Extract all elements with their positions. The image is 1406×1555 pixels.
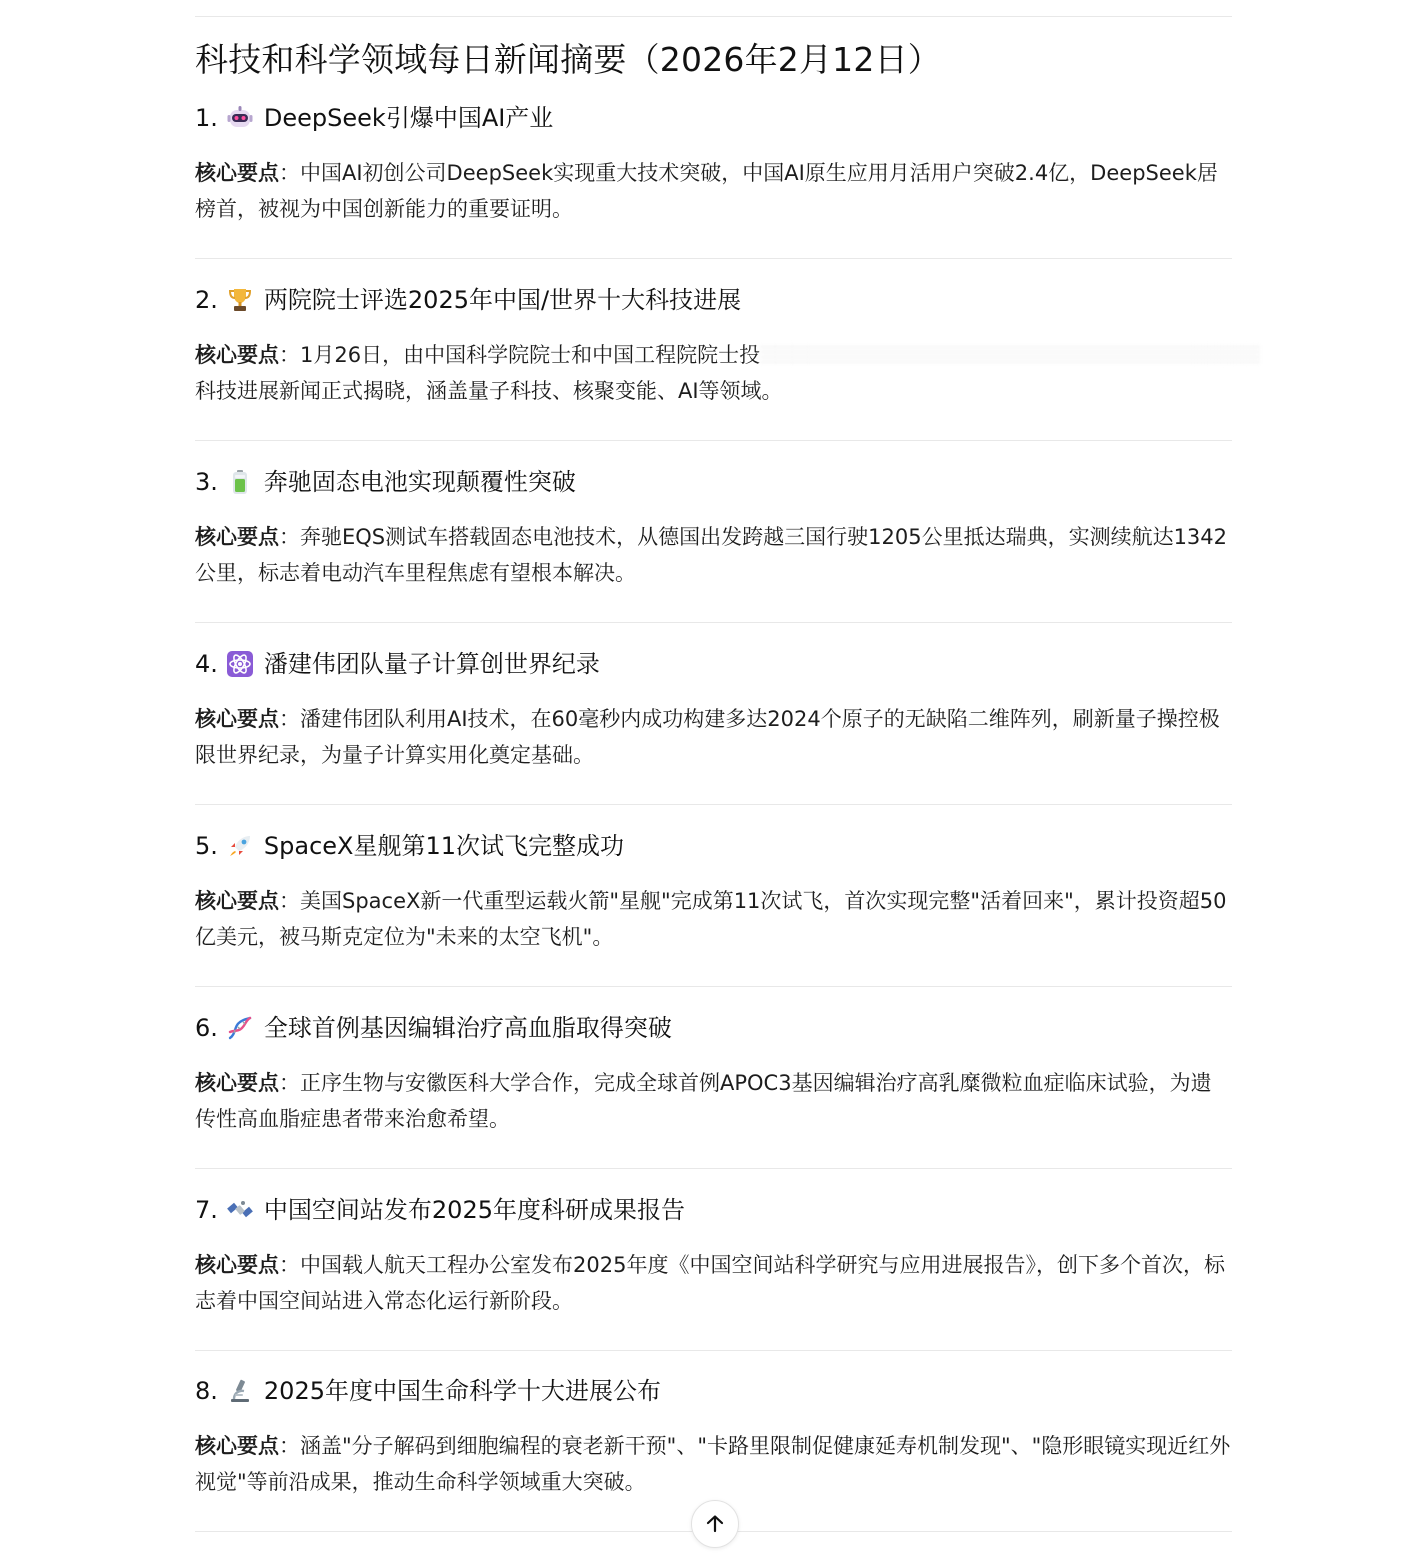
rocket-icon: [226, 832, 254, 860]
news-summary-text: ：美国SpaceX新一代重型运载火箭"星舰"完成第11次试飞，首次实现完整"活着回来"，累计投资超50亿美元，被马斯克定位为"未来的太空飞机"。: [195, 889, 1227, 949]
news-item-4: [195, 646, 1232, 828]
news-summary: [195, 883, 1232, 955]
news-summary: [195, 1428, 1232, 1500]
dna-icon: [226, 1014, 254, 1042]
news-heading: [195, 464, 576, 500]
item-divider: [195, 258, 1232, 259]
atom-icon: [226, 650, 254, 678]
news-number: 1.: [195, 104, 218, 132]
news-number: 3.: [195, 468, 218, 496]
news-item-6: [195, 1010, 1232, 1192]
microscope-icon: [226, 1377, 254, 1405]
trophy-icon: [226, 286, 254, 314]
news-summary-text: ：奔驰EQS测试车搭载固态电池技术，从德国出发跨越三国行驶1205公里抵达瑞典，实测续航达1342公里，标志着电动汽车里程焦虑有望根本解决。: [195, 525, 1228, 585]
news-summary-text: ：正序生物与安徽医科大学合作，完成全球首例APOC3基因编辑治疗高乳糜微粒血症临床试验，为遗传性高血脂症患者带来治愈希望。: [195, 1071, 1212, 1131]
key-label: 核心要点: [195, 707, 279, 731]
news-summary-text: ：中国载人航天工程办公室发布2025年度《中国空间站科学研究与应用进展报告》，创下多个首次，标志着中国空间站进入常态化运行新阶段。: [195, 1253, 1225, 1313]
news-title: 2025年度中国生命科学十大进展公布: [263, 1377, 661, 1405]
news-summary-text: ：涵盖"分子解码到细胞编程的衰老新干预"、"卡路里限制促健康延寿机制发现"、"隐形眼镜实现近红外视觉"等前沿成果，推动生命科学领域重大突破。: [195, 1434, 1231, 1494]
news-summary: [195, 155, 1232, 227]
battery-icon: [226, 468, 254, 496]
news-number: 7.: [195, 1196, 218, 1224]
satellite-icon: [226, 1196, 254, 1224]
news-number: 6.: [195, 1014, 218, 1042]
news-heading: [195, 1373, 661, 1409]
news-number: 8.: [195, 1377, 218, 1405]
news-summary-continuation: 科技进展新闻正式揭晓，涵盖量子科技、核聚变能、AI等领域。: [195, 379, 783, 403]
news-title: 潘建伟团队量子计算创世界纪录: [263, 650, 600, 678]
news-title: 中国空间站发布2025年度科研成果报告: [263, 1196, 685, 1224]
news-number: 2.: [195, 286, 218, 314]
news-title: 全球首例基因编辑治疗高血脂取得突破: [263, 1014, 672, 1042]
arrow-up-icon: [704, 1513, 726, 1535]
news-heading: [195, 100, 553, 136]
item-divider: [195, 622, 1232, 623]
news-item-3: [195, 464, 1232, 646]
key-label: 核心要点: [195, 343, 279, 367]
news-summary: [195, 1247, 1232, 1319]
news-heading: [195, 1010, 672, 1046]
news-summary: [195, 1065, 1232, 1137]
key-label: 核心要点: [195, 525, 279, 549]
item-divider: [195, 1350, 1232, 1351]
news-heading: [195, 646, 600, 682]
key-label: 核心要点: [195, 889, 279, 913]
news-number: 5.: [195, 832, 218, 860]
news-title: SpaceX星舰第11次试飞完整成功: [263, 832, 625, 860]
news-item-2: [195, 282, 1232, 464]
news-heading: [195, 1192, 685, 1228]
scroll-to-top-button[interactable]: [691, 1500, 739, 1548]
key-label: 核心要点: [195, 1071, 279, 1095]
robot-icon: [226, 104, 254, 132]
news-summary-text: ：潘建伟团队利用AI技术，在60毫秒内成功构建多达2024个原子的无缺陷二维阵列，刷新量子操控极限世界纪录，为量子计算实用化奠定基础。: [195, 707, 1220, 767]
news-title: 两院院士评选2025年中国/世界十大科技进展: [263, 286, 742, 314]
key-label: 核心要点: [195, 1434, 279, 1458]
news-title: 奔驰固态电池实现颠覆性突破: [263, 468, 576, 496]
news-heading: [195, 282, 741, 318]
news-summary-text: ：中国AI初创公司DeepSeek实现重大技术突破，中国AI原生应用月活用户突破2.4亿，DeepSeek居榜首，被视为中国创新能力的重要证明。: [195, 161, 1218, 221]
item-divider: [195, 986, 1232, 987]
key-label: 核心要点: [195, 161, 279, 185]
top-divider: [195, 16, 1232, 17]
item-divider: [195, 804, 1232, 805]
news-number: 4.: [195, 650, 218, 678]
item-divider: [195, 440, 1232, 441]
key-label: 核心要点: [195, 1253, 279, 1277]
news-heading: [195, 828, 624, 864]
news-item-1: [195, 100, 1232, 282]
news-title: DeepSeek引爆中国AI产业: [263, 104, 554, 132]
news-summary: [195, 701, 1232, 773]
news-item-5: [195, 828, 1232, 1010]
text-fade-lines: [760, 346, 1260, 364]
page-title: 科技和科学领域每日新闻摘要（2026年2月12日）: [195, 40, 941, 79]
news-summary: [195, 519, 1232, 591]
news-item-7: [195, 1192, 1232, 1374]
news-summary-text: ：1月26日，由中国科学院院士和中国工程院院士投: [279, 343, 761, 367]
item-divider: [195, 1168, 1232, 1169]
